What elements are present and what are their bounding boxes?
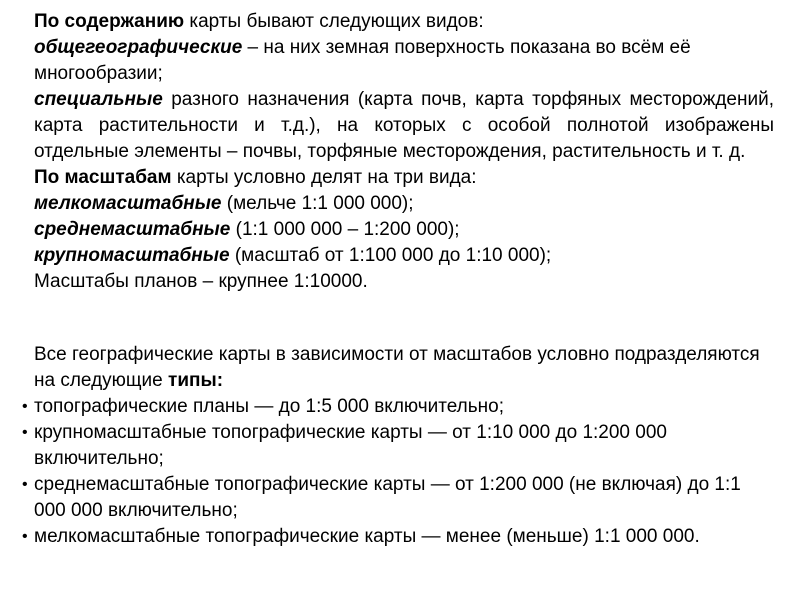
list-item [22, 524, 746, 550]
types-intro-block [34, 342, 774, 394]
special-maps-paragraph [34, 87, 774, 165]
special-maps-description: разного назначения (карта почв, карта торфяных месторождений, карта растительности и т.д.), на которых с особой полнотой изображены отдельные элементы – почвы, торфяные месторождения, растительность и т. д. [34, 89, 774, 162]
scale-item [34, 191, 774, 217]
by-scale-heading [34, 165, 774, 191]
list-item [22, 394, 746, 420]
list-item-text: топографические планы — до 1:5 000 включительно; [34, 396, 505, 417]
plans-scale-note: Масштабы планов – крупнее 1:10000. [34, 271, 368, 292]
by-scale-lead-rest: карты условно делят на три вида: [171, 167, 477, 188]
general-maps-term: общегеографические [34, 37, 243, 58]
types-list [22, 394, 772, 550]
types-intro-text: Все географические карты в зависимости от масштабов условно подразделяются на следующие [34, 344, 760, 391]
by-content-heading [34, 9, 774, 35]
scale-item [34, 243, 774, 269]
list-item [22, 420, 746, 472]
scale-item-description: (масштаб от 1:100 000 до 1:10 000); [229, 245, 552, 266]
bullet-dot-icon: • [22, 398, 28, 415]
list-item [22, 472, 746, 524]
list-item-text: среднемасштабные топографические карты — от 1:200 000 (не включая) до 1:1 000 000 включительно; [34, 474, 741, 521]
classification-block [34, 9, 774, 295]
list-item-text: мелкомасштабные топографические карты — менее (меньше) 1:1 000 000. [34, 526, 700, 547]
scale-item-description: (мельче 1:1 000 000); [221, 193, 414, 214]
scale-item-term: крупномасштабные [34, 245, 230, 266]
by-content-lead: По содержанию [34, 11, 185, 32]
bullet-dot-icon: • [22, 424, 28, 441]
scale-item [34, 217, 774, 243]
types-intro [34, 342, 774, 394]
by-content-lead-rest: карты бывают следующих видов: [184, 11, 484, 32]
bullet-dot-icon: • [22, 528, 28, 545]
scale-item-term: среднемасштабные [34, 219, 231, 240]
scale-item-term: мелкомасштабные [34, 193, 222, 214]
by-scale-lead: По масштабам [34, 167, 172, 188]
scale-item-description: (1:1 000 000 – 1:200 000); [230, 219, 460, 240]
general-maps-description: – на них земная поверхность показана во всём её многообразии; [34, 37, 691, 84]
types-intro-bold: типы: [168, 370, 224, 391]
bullet-dot-icon: • [22, 476, 28, 493]
list-item-text: крупномасштабные топографические карты — от 1:10 000 до 1:200 000 включительно; [34, 422, 667, 469]
special-maps-term: специальные [34, 89, 163, 110]
general-maps-paragraph [34, 35, 774, 87]
